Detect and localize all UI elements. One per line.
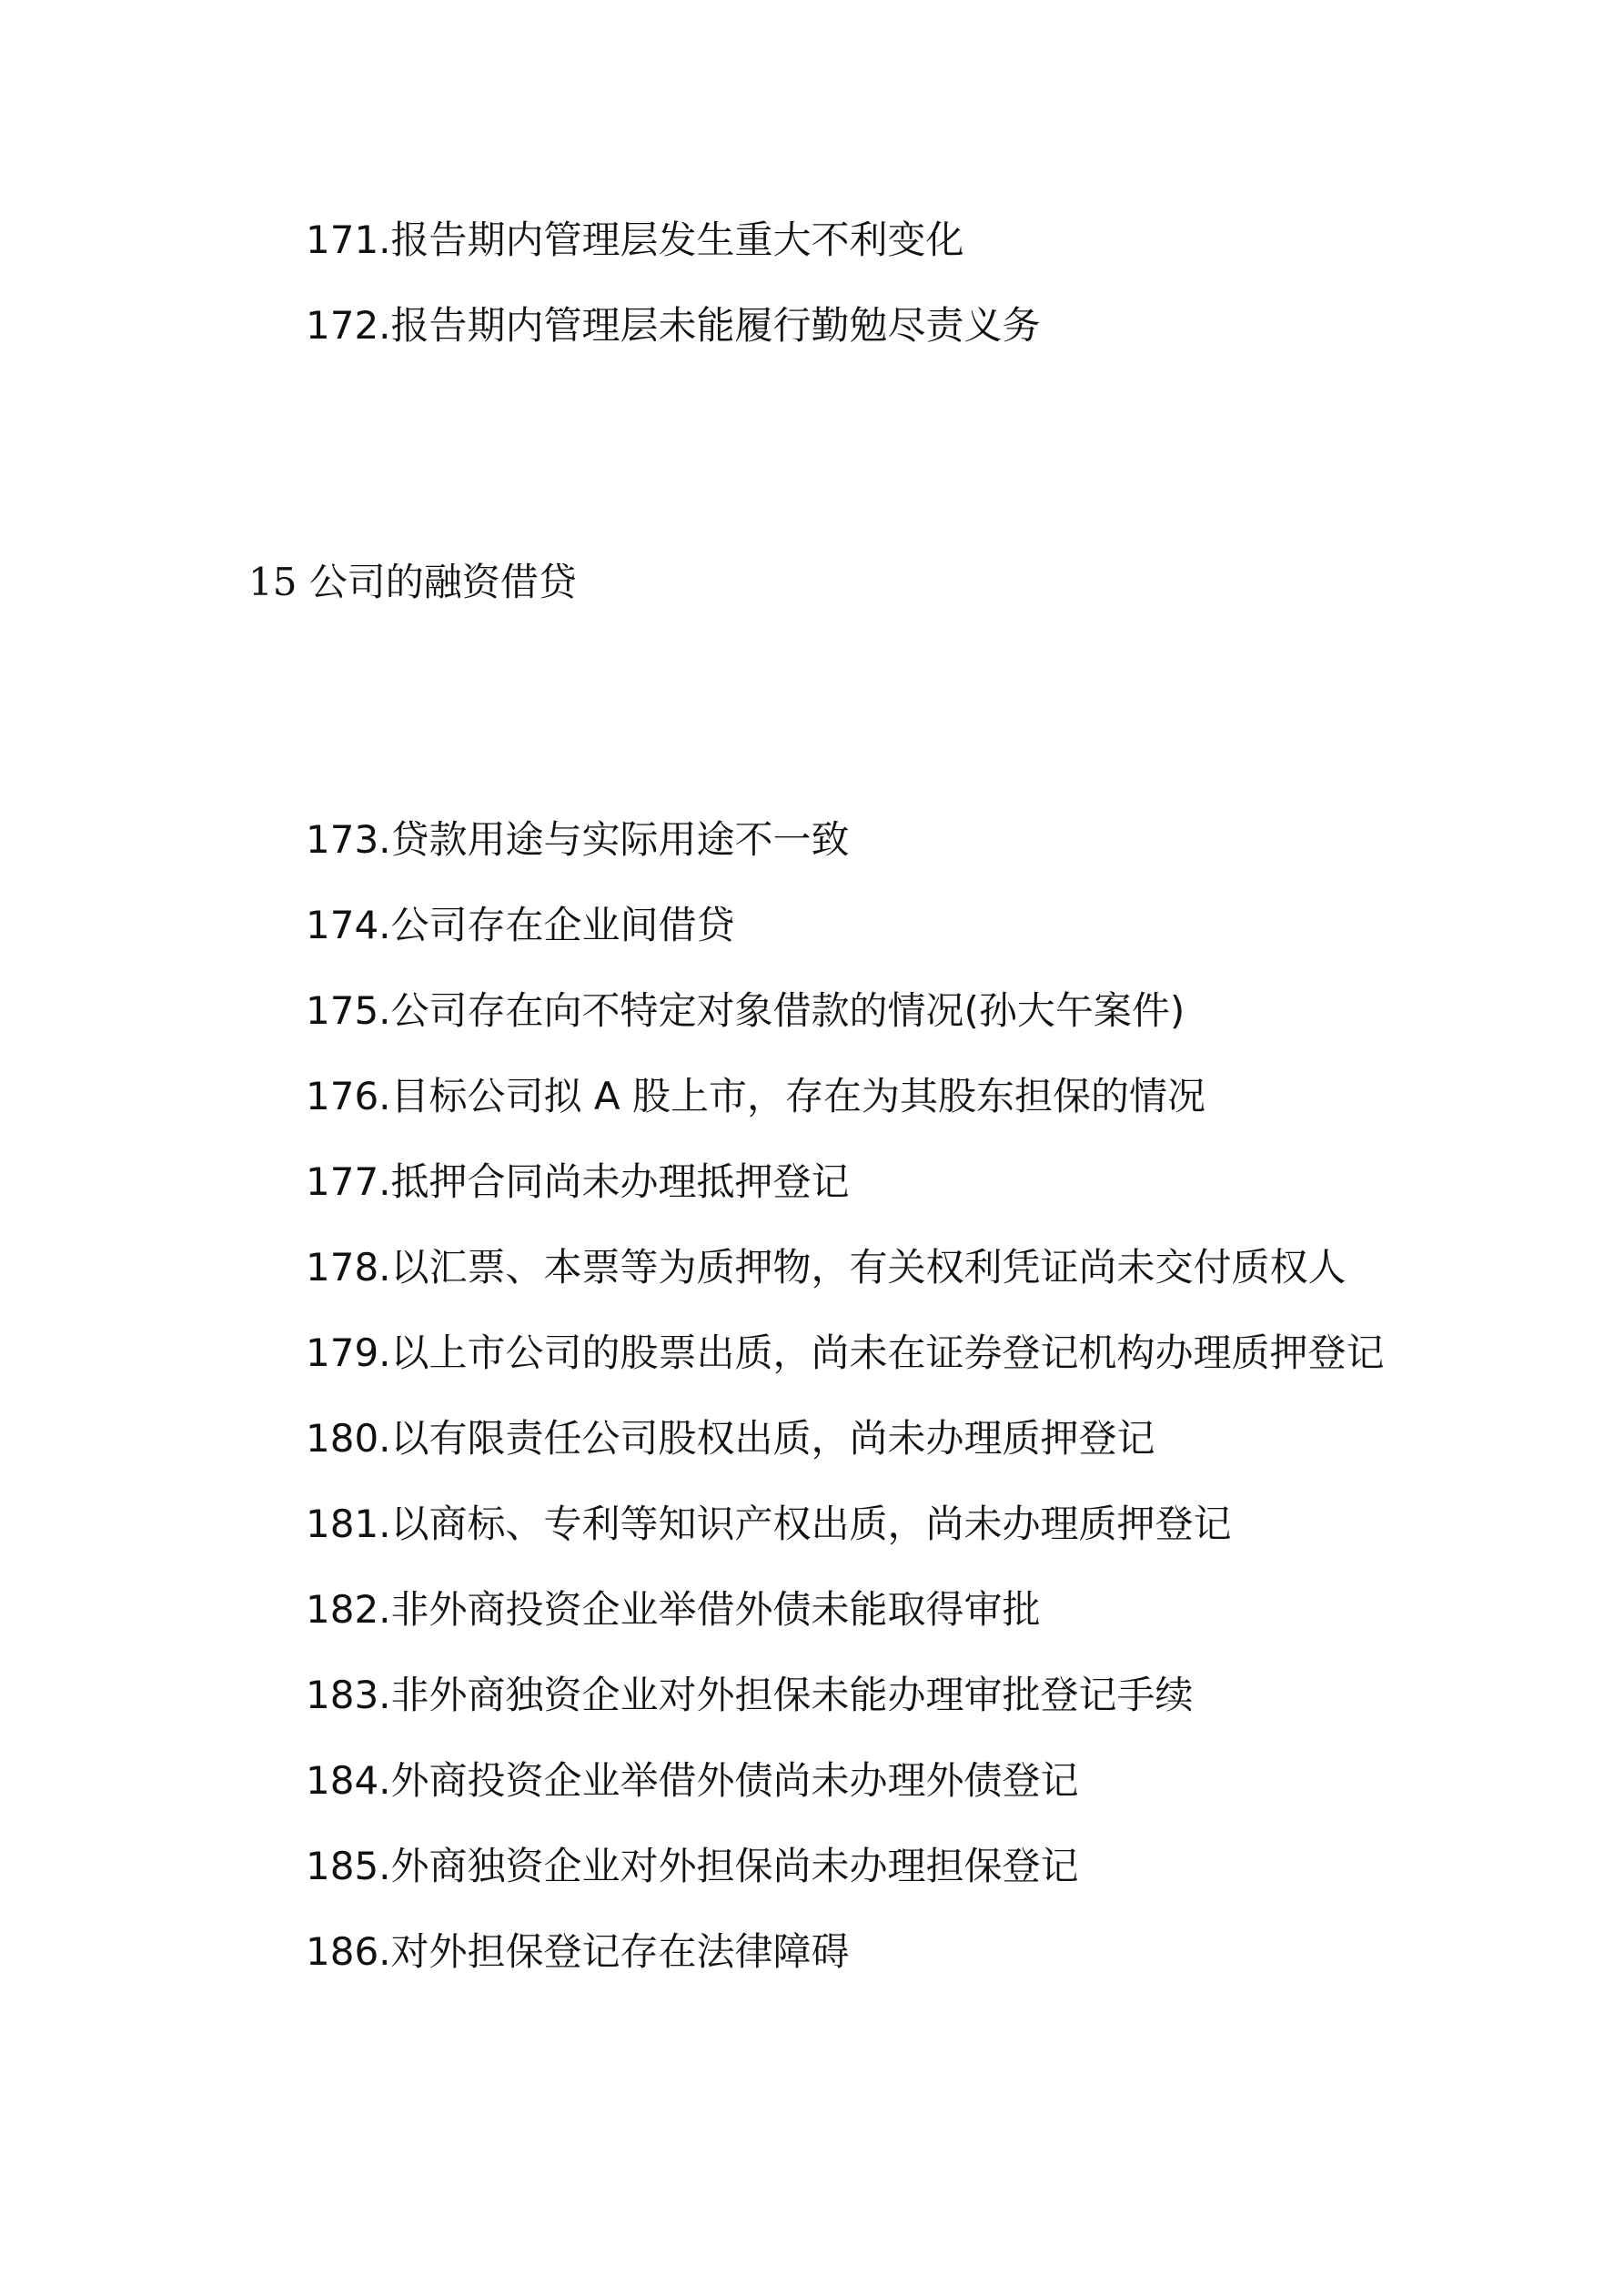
list-item: 182.非外商投资企业举借外债未能取得审批	[306, 1587, 1041, 1632]
list-item: 183.非外商独资企业对外担保未能办理审批登记手续	[306, 1673, 1194, 1717]
list-item: 185.外商独资企业对外担保尚未办理担保登记	[306, 1844, 1079, 1888]
list-item: 173.贷款用途与实际用途不一致	[306, 817, 850, 862]
list-item: 176.目标公司拟 A 股上市，存在为其股东担保的情况	[306, 1074, 1205, 1118]
list-item: 179.以上市公司的股票出质，尚未在证券登记机构办理质押登记	[306, 1330, 1385, 1375]
list-item: 184.外商投资企业举借外债尚未办理外债登记	[306, 1758, 1079, 1803]
list-item: 181.以商标、专利等知识产权出质，尚未办理质押登记	[306, 1502, 1232, 1546]
list-item: 180.以有限责任公司股权出质，尚未办理质押登记	[306, 1416, 1155, 1461]
list-item: 186.对外担保登记存在法律障碍	[306, 1929, 850, 1974]
list-item: 174.公司存在企业间借贷	[306, 903, 735, 947]
list-item: 172.报告期内管理层未能履行勤勉尽责义务	[306, 303, 1041, 348]
list-item: 175.公司存在向不特定对象借款的情况(孙大午案件)	[306, 988, 1185, 1033]
list-item: 177.抵押合同尚未办理抵押登记	[306, 1159, 850, 1204]
list-item: 171.报告期内管理层发生重大不利变化	[306, 217, 964, 262]
section-heading: 15 公司的融资借贷	[248, 560, 577, 604]
list-item: 178.以汇票、本票等为质押物，有关权利凭证尚未交付质权人	[306, 1245, 1347, 1290]
